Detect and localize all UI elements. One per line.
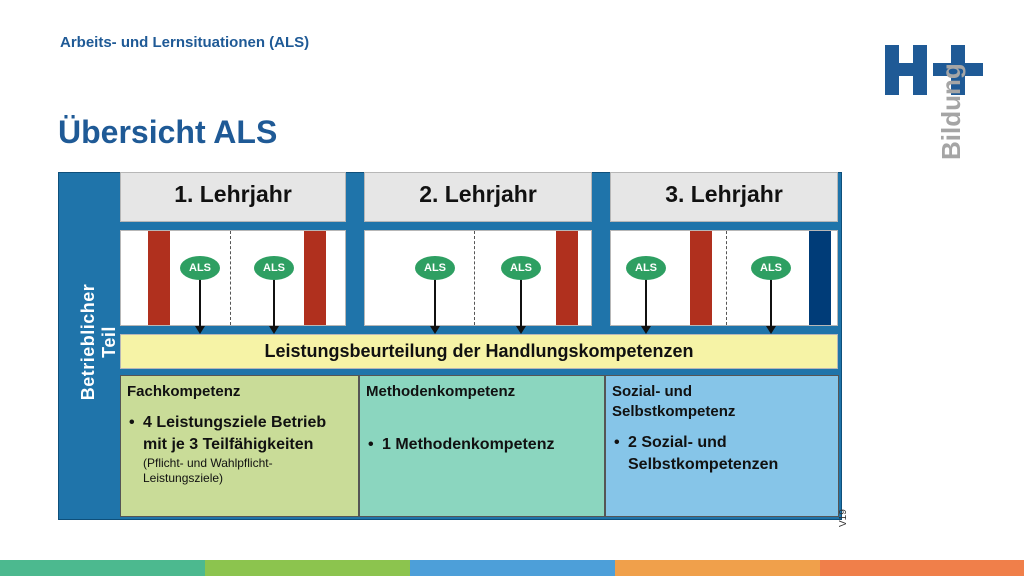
als-marker: ALS	[254, 256, 294, 280]
competency-sozial	[605, 375, 839, 517]
year-header-1: 1. Lehrjahr	[120, 172, 346, 222]
footer-stripe	[0, 560, 205, 576]
arrow-down-icon	[269, 326, 279, 334]
footer-stripe	[820, 560, 1024, 576]
competency-note: (Pflicht- und Wahlpflicht-Leistungsziele)	[143, 456, 273, 485]
competency-item: • 4 Leistungsziele Betrieb mit je 3 Teilfähigkeiten	[127, 412, 352, 456]
hplus-bildung-logo	[880, 40, 990, 190]
timeline-bar-red	[690, 231, 712, 325]
semester-divider	[726, 231, 727, 325]
slide-subtitle: Arbeits- und Lernsituationen (ALS)	[60, 34, 310, 51]
competency-item: • 2 Sozial- und Selbstkompetenzen	[612, 432, 832, 476]
footer-stripe	[410, 560, 615, 576]
als-marker: ALS	[626, 256, 666, 280]
competency-fach	[120, 375, 359, 517]
arrow-down-icon	[195, 326, 205, 334]
sidebar-label: Betrieblicher Teil	[78, 283, 119, 401]
competency-methoden	[359, 375, 605, 517]
version-label: V19	[838, 509, 849, 527]
competency-title: Fachkompetenz	[127, 383, 241, 400]
timeline-bar-red	[304, 231, 326, 325]
competency-title: Methodenkompetenz	[366, 383, 516, 400]
competency-title: Sozial- und Selbstkompetenz	[612, 383, 736, 420]
semester-divider	[230, 231, 231, 325]
timeline-bar-blue	[809, 231, 831, 325]
als-marker: ALS	[180, 256, 220, 280]
als-marker: ALS	[415, 256, 455, 280]
arrow-down-icon	[516, 326, 526, 334]
als-marker: ALS	[751, 256, 791, 280]
competency-item: • 1 Methodenkompetenz	[366, 434, 598, 456]
year-header-2: 2. Lehrjahr	[364, 172, 592, 222]
slide-title: Übersicht ALS	[58, 114, 278, 150]
timeline-bar-red	[556, 231, 578, 325]
semester-divider	[474, 231, 475, 325]
arrow-down-icon	[641, 326, 651, 334]
assessment-banner: Leistungsbeurteilung der Handlungskompetenzen	[120, 334, 838, 369]
arrow-down-icon	[430, 326, 440, 334]
footer-stripe	[615, 560, 820, 576]
year-header-3: 3. Lehrjahr	[610, 172, 838, 222]
logo-wordmark: Bildung	[936, 63, 966, 160]
als-marker: ALS	[501, 256, 541, 280]
footer-stripe	[205, 560, 410, 576]
arrow-down-icon	[766, 326, 776, 334]
timeline-bar-red	[148, 231, 170, 325]
